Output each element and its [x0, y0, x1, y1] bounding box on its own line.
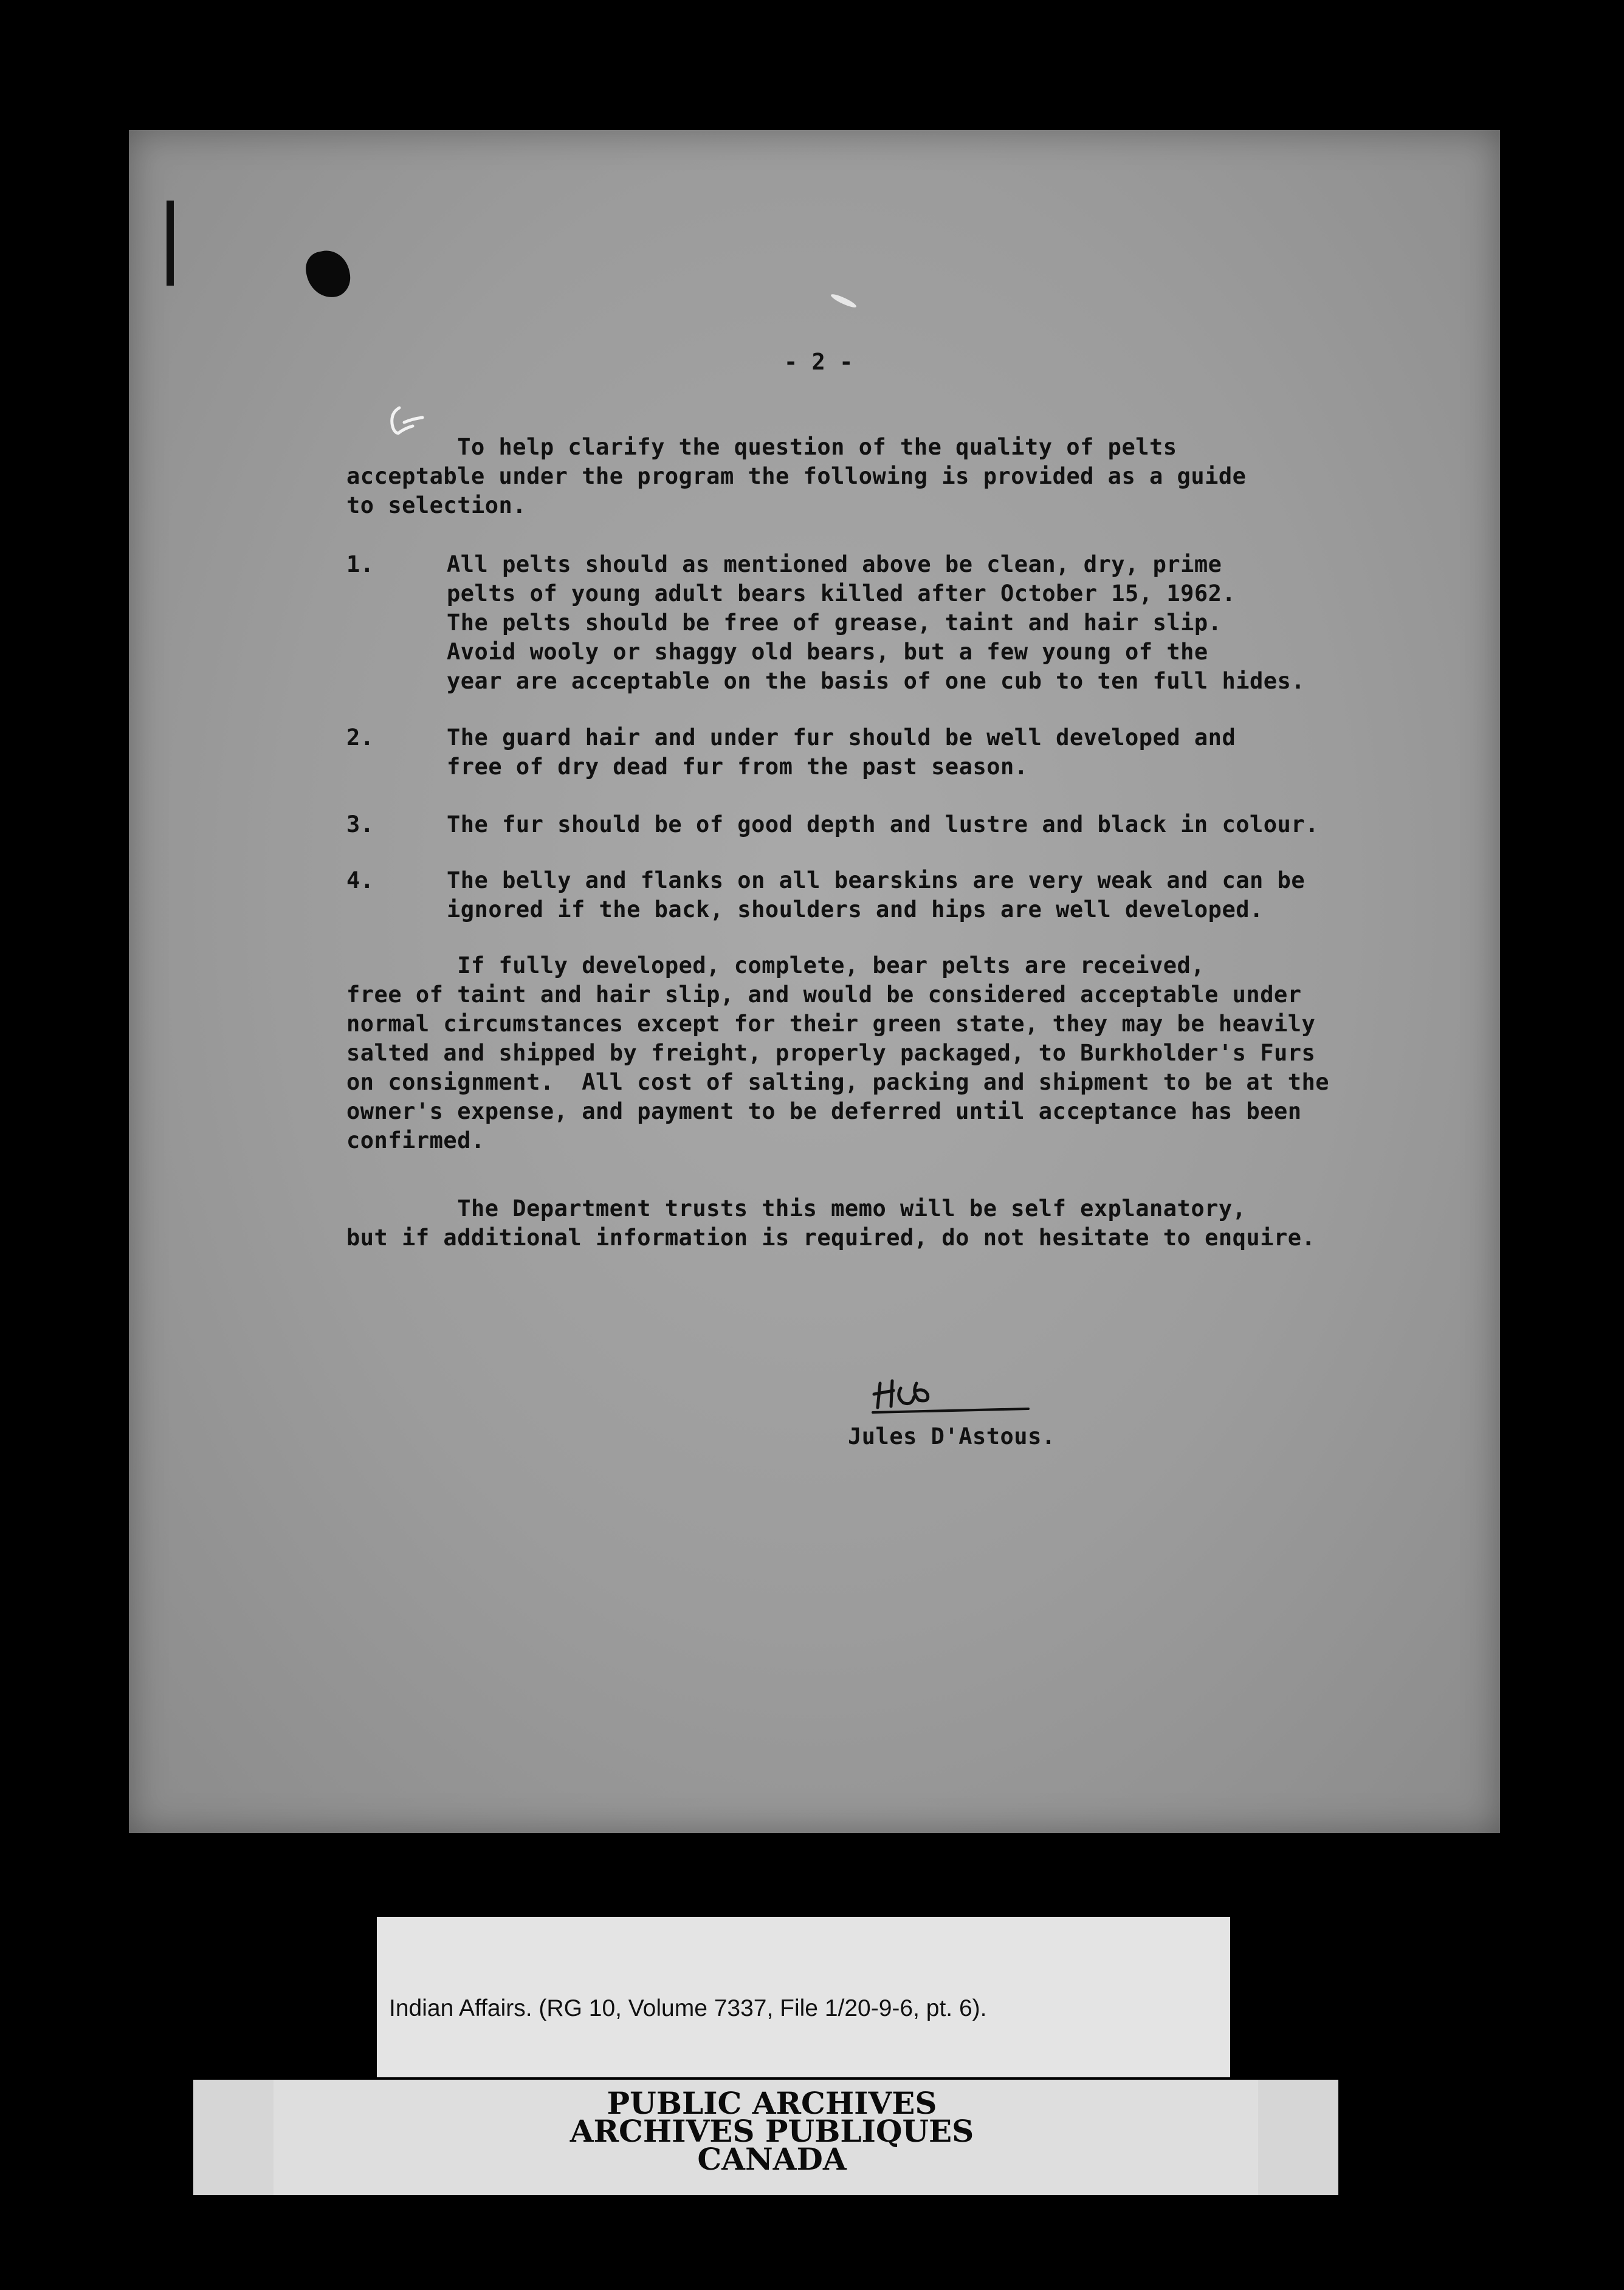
paragraph-line: confirmed.: [346, 1127, 485, 1154]
paragraph-line: owner's expense, and payment to be deferred until acceptance has been: [346, 1098, 1302, 1124]
margin-mark: [167, 201, 174, 286]
list-item-line: All pelts should as mentioned above be clean, dry, prime: [447, 551, 1222, 577]
list-item-number: 2.: [346, 724, 374, 751]
paragraph-line: free of taint and hair slip, and would be considered acceptable under: [346, 982, 1302, 1008]
list-item-number: 1.: [346, 551, 374, 577]
archive-citation: Indian Affairs. (RG 10, Volume 7337, File 1/20-9-6, pt. 6).: [389, 1995, 987, 2021]
handwritten-initials-signature: [869, 1372, 1033, 1421]
page-number: - 2 -: [784, 349, 853, 375]
list-item-line: The fur should be of good depth and lustre and black in colour.: [447, 811, 1319, 837]
paragraph-line: on consignment. All cost of salting, packing and shipment to be at the: [346, 1069, 1330, 1095]
paragraph-line: If fully developed, complete, bear pelts are received,: [346, 952, 1205, 978]
list-item-line: Avoid wooly or shaggy old bears, but a few young of the: [447, 639, 1208, 665]
intro-line: To help clarify the question of the quality of pelts: [346, 434, 1177, 460]
list-item-number: 3.: [346, 811, 374, 837]
list-item-line: free of dry dead fur from the past season.: [447, 754, 1028, 780]
intro-line: to selection.: [346, 492, 527, 518]
list-item-number: 4.: [346, 867, 374, 893]
list-item-line: The pelts should be free of grease, taint and hair slip.: [447, 610, 1222, 636]
paragraph-line: but if additional information is required, do not hesitate to enquire.: [346, 1225, 1316, 1251]
list-item-line: pelts of young adult bears killed after October 15, 1962.: [447, 580, 1236, 607]
list-item-line: The guard hair and under fur should be well developed and: [447, 724, 1236, 751]
stamp-line: ARCHIVES PUBLIQUES: [569, 2113, 974, 2149]
intro-line: acceptable under the program the following is provided as a guide: [346, 463, 1247, 489]
stamp-line: CANADA: [697, 2141, 847, 2177]
paragraph-line: salted and shipped by freight, properly packaged, to Burkholder's Furs: [346, 1040, 1316, 1066]
signatory-name: Jules D'Astous.: [848, 1423, 1056, 1449]
paragraph-line: The Department trusts this memo will be self explanatory,: [346, 1195, 1247, 1222]
stamp-line: PUBLIC ARCHIVES: [607, 2085, 937, 2121]
list-item-line: ignored if the back, shoulders and hips are well developed.: [447, 896, 1264, 923]
list-item-line: The belly and flanks on all bearskins are very weak and can be: [447, 867, 1306, 893]
list-item-line: year are acceptable on the basis of one cub to ten full hides.: [447, 668, 1306, 694]
paragraph-line: normal circumstances except for their green state, they may be heavily: [346, 1011, 1316, 1037]
